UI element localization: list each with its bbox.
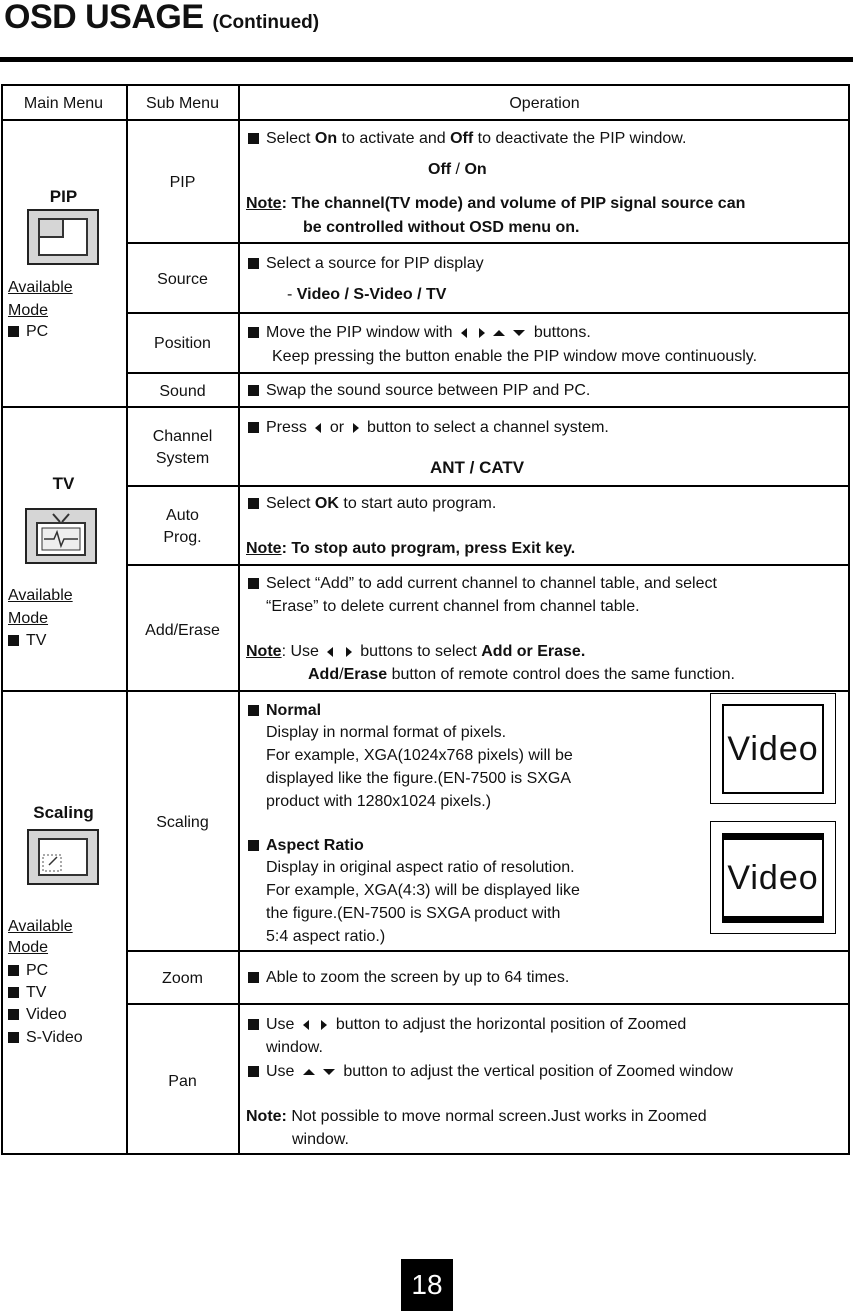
column-header-sub: Sub Menu: [146, 95, 219, 112]
left-arrow-icon: [461, 328, 467, 338]
section-divider-scaling: [1, 690, 850, 692]
header-row-divider: [1, 119, 850, 121]
up-arrow-icon: [493, 330, 505, 336]
section-divider-tv: [1, 406, 850, 408]
down-arrow-icon: [323, 1069, 335, 1075]
row-divider: [126, 1003, 850, 1005]
scaling-icon: [27, 829, 99, 885]
scaling-mode-item: Video: [8, 1005, 67, 1024]
page-number: 18: [401, 1259, 453, 1311]
pip-mode-item: PC: [8, 322, 48, 341]
sub-auto-prog-1: Auto: [166, 507, 199, 524]
col-divider-2: [238, 84, 240, 1155]
left-arrow-icon: [303, 1020, 309, 1030]
auto-op-line: Select OK to start auto program.: [248, 494, 496, 513]
add-op-note2: Add/Erase button of remote control does the same function.: [308, 666, 735, 683]
pip-op-note-cont: be controlled without OSD menu on.: [303, 219, 580, 236]
auto-op-note: Note: To stop auto program, press Exit key.: [246, 540, 576, 557]
tv-mode-label: Mode: [8, 610, 49, 627]
scaling-mode-item: S-Video: [8, 1028, 83, 1047]
scaling-mode-item: PC: [8, 961, 48, 980]
row-divider: [126, 485, 850, 487]
col-divider-1: [126, 84, 128, 1155]
sub-auto-prog-2: Prog.: [163, 529, 202, 546]
scaling-menu-title: Scaling: [33, 803, 94, 822]
osd-table: [1, 84, 850, 1155]
sub-add-erase: Add/Erase: [145, 622, 220, 639]
pip-op-note: Note: The channel(TV mode) and volume of PIP signal source can: [246, 195, 746, 212]
right-arrow-icon: [479, 328, 485, 338]
pan-op-line3: Use button to adjust the vertical position of Zoomed window: [248, 1062, 733, 1081]
right-arrow-icon: [346, 647, 352, 657]
tv-available-label: Available: [8, 587, 73, 604]
position-op-line: Move the PIP window with buttons.: [248, 323, 591, 342]
right-arrow-icon: [353, 423, 359, 433]
sub-position: Position: [154, 335, 211, 352]
scaling-aspect-line: For example, XGA(4:3) will be displayed like: [266, 882, 580, 899]
add-op-note: Note: Use buttons to select Add or Erase.: [246, 643, 586, 660]
source-op-line: Select a source for PIP display: [248, 254, 484, 273]
pip-mode-label: Mode: [8, 302, 49, 319]
aspect-figure: [710, 821, 836, 934]
add-op-line2: “Erase” to delete current channel from channel table.: [266, 598, 640, 615]
row-divider: [126, 242, 850, 244]
pan-op-note: Note: Not possible to move normal screen.Just works in Zoomed: [246, 1108, 707, 1125]
scaling-aspect-line: Display in original aspect ratio of resolution.: [266, 859, 575, 876]
scaling-aspect-title: Aspect Ratio: [248, 836, 364, 855]
left-arrow-icon: [327, 647, 333, 657]
scaling-available-label: Available: [8, 918, 73, 935]
sub-pan: Pan: [168, 1073, 197, 1090]
scaling-normal-line: displayed like the figure.(EN-7500 is SXGA: [266, 770, 572, 787]
column-header-main: Main Menu: [23, 95, 104, 112]
sub-sound: Sound: [159, 383, 206, 400]
pip-available-label: Available: [8, 279, 73, 296]
tv-mode-item: TV: [8, 631, 46, 650]
sub-channel-system-1: Channel: [152, 428, 213, 445]
sub-channel-system-2: System: [155, 450, 210, 467]
source-op-options: - Video / S-Video / TV: [287, 286, 447, 303]
normal-figure-screen: Video: [722, 704, 824, 794]
channel-op-line: Press or button to select a channel system.: [248, 418, 609, 437]
pip-menu-title: PIP: [49, 187, 78, 206]
scaling-aspect-line: the figure.(EN-7500 is SXGA product with: [266, 905, 561, 922]
scaling-normal-line: For example, XGA(1024x768 pixels) will be: [266, 747, 573, 764]
tv-menu-title: TV: [52, 474, 75, 493]
pip-icon: [27, 209, 99, 265]
sub-zoom: Zoom: [162, 970, 203, 987]
normal-figure: [710, 693, 836, 804]
scaling-normal-line: Display in normal format of pixels.: [266, 724, 507, 741]
row-divider: [126, 564, 850, 566]
channel-op-choice: ANT / CATV: [430, 458, 525, 477]
pip-op-line: Select On to activate and Off to deactivate the PIP window.: [248, 129, 686, 148]
row-divider: [126, 312, 850, 314]
pip-op-choice: Off / On: [428, 161, 487, 178]
row-divider: [126, 950, 850, 952]
sub-scaling: Scaling: [156, 814, 209, 831]
zoom-op-line: Able to zoom the screen by up to 64 times.: [248, 968, 569, 987]
row-divider: [126, 372, 850, 374]
sub-pip: PIP: [169, 174, 196, 191]
scaling-aspect-line: 5:4 aspect ratio.): [266, 928, 386, 945]
up-arrow-icon: [303, 1069, 315, 1075]
sound-op-line: Swap the sound source between PIP and PC.: [248, 381, 590, 400]
pan-op-note-cont: window.: [292, 1131, 349, 1148]
column-header-operation: Operation: [509, 95, 580, 112]
header-rule: [0, 57, 853, 62]
down-arrow-icon: [513, 330, 525, 336]
pan-op-line: Use button to adjust the horizontal position of Zoomed: [248, 1015, 686, 1034]
position-op-line2: Keep pressing the button enable the PIP window move continuously.: [272, 348, 758, 365]
pan-op-line2: window.: [266, 1039, 323, 1056]
sub-source: Source: [157, 271, 208, 288]
page-subtitle: (Continued): [212, 12, 320, 33]
right-arrow-icon: [321, 1020, 327, 1030]
scaling-normal-title: Normal: [248, 701, 321, 720]
left-arrow-icon: [315, 423, 321, 433]
aspect-figure-screen: Video: [722, 833, 824, 923]
add-op-line: Select “Add” to add current channel to channel table, and select: [248, 574, 717, 593]
tv-icon: [25, 508, 97, 564]
scaling-normal-line: product with 1280x1024 pixels.): [266, 793, 492, 810]
scaling-mode-label: Mode: [8, 939, 49, 956]
page-title: OSD USAGE (Continued): [4, 0, 320, 36]
scaling-mode-item: TV: [8, 983, 46, 1002]
